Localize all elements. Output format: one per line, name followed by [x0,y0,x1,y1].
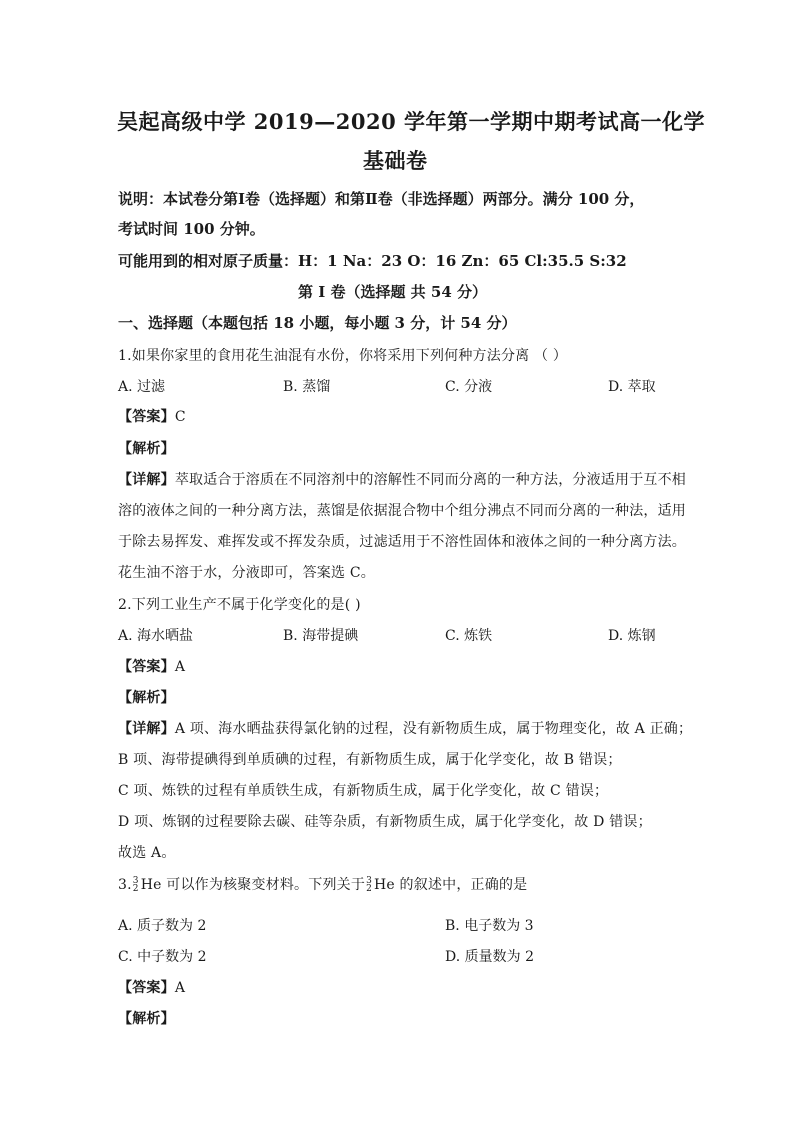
q1-analysis [118,438,175,458]
q2-detail-line: 故选 A。 [118,845,176,861]
q3-option-c: C. 中子数为 2 [118,949,207,965]
answer-tag: 【答案】 [118,980,175,996]
answer-tag: 【答案】 [118,659,175,675]
q2-option-b: B. 海带提碘 [283,628,359,644]
q3-answer [118,977,185,997]
isotope-notation [133,877,139,893]
q1-option-c: C. 分液 [445,379,493,395]
q2-option-a: A. 海水晒盐 [118,628,194,644]
q1-option-d: D. 萃取 [608,379,656,395]
q1-detail-line [118,469,686,489]
question-2-stem: 2.下列工业生产不属于化学变化的是( ) [118,597,361,613]
q2-analysis [118,687,175,707]
q2-detail-line: C 项、炼铁的过程有单质铁生成，有新物质生成，属于化学变化，故 C 错误； [118,783,609,799]
question-3-stem [118,874,527,894]
analysis-tag: 【解析】 [118,690,175,706]
answer-value: C [174,409,186,425]
q2-option-c: C. 炼铁 [445,628,493,644]
q2-option-d: D. 炼钢 [608,628,656,644]
element-symbol: He [140,877,162,893]
answer-value: A [174,659,186,675]
element-symbol: He [374,877,395,893]
detail-tag: 【详解】 [118,721,175,737]
analysis-tag: 【解析】 [118,1011,175,1027]
exam-title-line2: 基础卷 [363,148,428,173]
q2-detail-line: D 项、炼钢的过程要除去碳、硅等杂质，有新物质生成，属于化学变化，故 D 错误； [118,814,652,830]
exam-title-line1: 吴起高级中学 2019—2020 学年第一学期中期考试高一化学 [117,109,706,134]
section-heading: 第 I 卷（选择题 共 54 分） [298,283,488,301]
q1-option-a: A. 过滤 [118,379,166,395]
atomic-masses: 可能用到的相对原子质量：H：1 Na：23 O：16 Zn：65 Cl:35.5 S:32 [118,252,627,270]
q3-option-b: B. 电子数为 3 [445,918,534,934]
detail-tag: 【详解】 [118,472,175,488]
q1-detail-line: 于除去易挥发、难挥发或不挥发杂质，过滤适用于不溶性固体和液体之间的一种分离方法。 [118,534,686,550]
analysis-tag: 【解析】 [118,441,175,457]
atomic-number: 2 [366,884,372,894]
stem-middle: 可以作为核聚变材料。下列关于 [161,877,366,893]
q2-detail-line: B 项、海带提碘得到单质碘的过程，有新物质生成，属于化学变化，故 B 错误； [118,752,622,768]
stem-suffix: 的叙述中，正确的是 [394,877,528,893]
q1-detail-line: 溶的液体之间的一种分离方法，蒸馏是依据混合物中个组分沸点不同而分离的一种法，适用 [118,503,686,519]
q3-option-d: D. 质量数为 2 [445,949,534,965]
q3-analysis [118,1008,175,1028]
q3-option-a: A. 质子数为 2 [118,918,207,934]
mass-number: 3 [132,876,139,886]
q2-answer [118,656,185,676]
stem-prefix: 3. [118,877,132,893]
q1-answer [118,406,186,426]
answer-tag: 【答案】 [118,409,175,425]
q2-detail-line [118,718,692,738]
isotope-notation [366,877,372,893]
q1-option-b: B. 蒸馏 [283,379,331,395]
part-heading: 一、选择题（本题包括 18 小题，每小题 3 分，计 54 分） [118,314,517,332]
q1-detail-line: 花生油不溶于水，分液即可，答案选 C。 [118,565,375,581]
detail-text: 萃取适合于溶质在不同溶剂中的溶解性不同而分离的一种方法，分液适用于互不相 [174,472,687,488]
question-1-stem: 1.如果你家里的食用花生油混有水份，你将采用下列何种方法分离 （ ） [118,348,568,364]
atomic-number: 2 [132,884,139,894]
instructions-line1: 说明：本试卷分第Ⅰ卷（选择题）和第Ⅱ卷（非选择题）两部分。满分 100 分， [118,190,645,208]
detail-text: A 项、海水晒盐获得氯化钠的过程，没有新物质生成，属于物理变化，故 A 正确； [174,721,693,737]
instructions-line2: 考试时间 100 分钟。 [118,220,265,238]
answer-value: A [174,980,186,996]
mass-number: 3 [366,876,372,886]
